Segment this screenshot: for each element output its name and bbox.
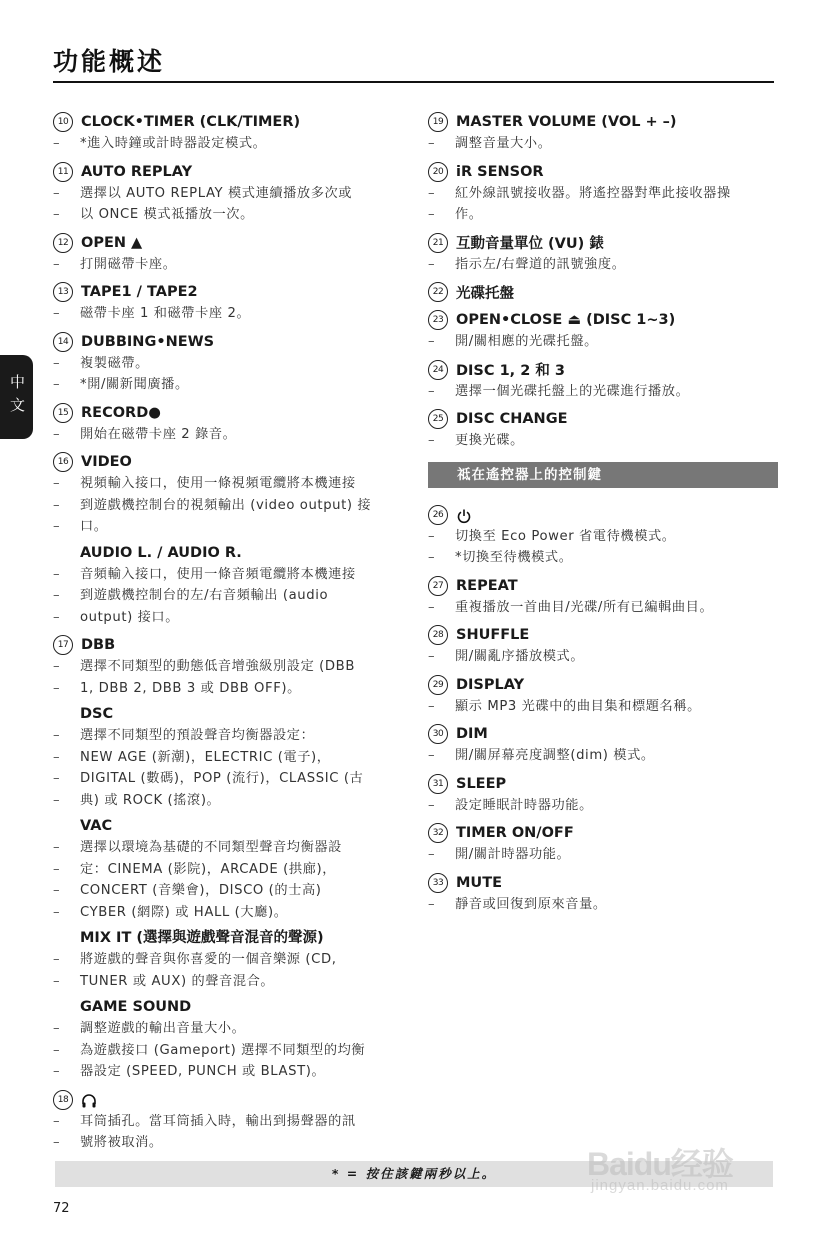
feature-heading xyxy=(53,451,403,473)
description-text: 定：CINEMA (影院)，ARCADE (拱廊)， xyxy=(80,861,336,877)
description-line xyxy=(428,133,778,155)
description-line xyxy=(428,547,778,569)
bullet-dash: – xyxy=(53,749,61,765)
description-line xyxy=(53,880,403,902)
description-line xyxy=(53,183,403,205)
feature-item xyxy=(428,575,778,619)
title-divider xyxy=(53,81,774,83)
item-number-badge: 25 xyxy=(428,409,448,429)
description-text: 口。 xyxy=(80,519,108,534)
description-text: 靜音或回復到原來音量。 xyxy=(455,896,607,912)
feature-item xyxy=(428,773,778,817)
description-text: 切換至 Eco Power 省電待機模式。 xyxy=(455,528,676,544)
item-number-badge: 22 xyxy=(428,282,448,302)
description-text: 紅外線訊號接收器。將遙控器對準此接收器操 xyxy=(455,185,731,201)
bullet-dash: – xyxy=(53,377,61,392)
feature-item xyxy=(428,674,778,718)
description-line xyxy=(428,526,778,548)
description-text: NEW AGE (新潮)，ELECTRIC (電子)， xyxy=(80,749,331,765)
description-text: 到遊戲機控制台的左/右音頻輸出 (audio xyxy=(80,588,329,603)
description-text: 調整音量大小。 xyxy=(455,136,552,151)
description-line xyxy=(53,473,403,495)
description-text: 1, DBB 2, DBB 3 或 DBB OFF)。 xyxy=(80,680,301,696)
feature-heading xyxy=(428,281,778,303)
bullet-dash: – xyxy=(53,904,61,920)
feature-title: 互動音量單位 (VU) 錶 xyxy=(456,236,604,252)
description-line xyxy=(428,745,778,767)
description-line xyxy=(53,353,403,375)
description-line xyxy=(53,133,403,155)
page-title: 功能概述 xyxy=(53,47,166,76)
description-text: output) 接口。 xyxy=(80,609,179,625)
feature-heading xyxy=(428,773,778,795)
description-text: *切換至待機模式。 xyxy=(455,550,573,565)
description-text: 典) 或 ROCK (搖滾)。 xyxy=(80,792,221,808)
bullet-dash: – xyxy=(53,680,61,696)
feature-title: REPEAT xyxy=(456,577,518,594)
description-line xyxy=(53,1018,403,1040)
feature-title: RECORD● xyxy=(81,404,161,421)
bullet-dash: – xyxy=(53,609,61,625)
feature-title: DBB xyxy=(81,637,116,653)
description-line xyxy=(53,859,403,881)
feature-title: iR SENSOR xyxy=(456,163,544,180)
feature-item xyxy=(428,723,778,767)
description-line xyxy=(428,381,778,403)
feature-subtitle: MIX IT (選擇與遊戲聲音混音的聲源) xyxy=(80,930,324,946)
feature-heading xyxy=(428,408,778,430)
description-text: 為遊戲接口 (Gameport) 選擇不同類型的均衡 xyxy=(80,1042,366,1058)
description-line xyxy=(53,949,403,971)
description-text: 開/關計時器功能。 xyxy=(455,847,571,862)
description-text: 作。 xyxy=(455,207,483,222)
headphones-icon xyxy=(81,1090,97,1109)
feature-heading xyxy=(428,822,778,844)
description-text: DIGITAL (數碼)，POP (流行)，CLASSIC (古 xyxy=(80,771,364,786)
description-line xyxy=(53,424,403,446)
description-line xyxy=(53,204,403,226)
bullet-dash: – xyxy=(428,185,436,201)
feature-heading xyxy=(428,723,778,745)
feature-heading xyxy=(428,624,778,646)
item-number-badge: 14 xyxy=(53,332,73,352)
feature-item xyxy=(428,504,778,569)
feature-subtitle: DSC xyxy=(80,706,114,722)
watermark-logo: Baidu经验 xyxy=(587,1146,733,1182)
description-text: 選擇以 AUTO REPLAY 模式連續播放多次或 xyxy=(80,185,353,201)
item-number-badge: 24 xyxy=(428,360,448,380)
item-number-badge: 19 xyxy=(428,112,448,132)
feature-item xyxy=(53,1089,403,1154)
item-number-badge: 11 xyxy=(53,162,73,182)
feature-title: DUBBING•NEWS xyxy=(81,333,215,350)
description-line xyxy=(53,585,403,607)
bullet-dash: – xyxy=(428,698,436,714)
feature-title: SHUFFLE xyxy=(456,627,530,643)
feature-title: MUTE xyxy=(456,874,502,891)
item-number-badge: 16 xyxy=(53,452,73,472)
right-column xyxy=(428,111,778,921)
description-text: CYBER (網際) 或 HALL (大廳)。 xyxy=(80,904,288,920)
description-text: 開始在磁帶卡座 2 錄音。 xyxy=(80,426,237,442)
feature-title: DISPLAY xyxy=(456,676,525,693)
bullet-dash: – xyxy=(428,136,436,151)
description-line xyxy=(53,516,403,538)
bullet-dash: – xyxy=(53,883,61,898)
feature-heading xyxy=(428,359,778,381)
feature-subtitle: VAC xyxy=(80,818,113,834)
description-line xyxy=(53,1111,403,1133)
bullet-dash: – xyxy=(53,1021,61,1036)
description-line xyxy=(53,837,403,859)
bullet-dash: – xyxy=(53,566,61,582)
description-line xyxy=(53,656,403,678)
feature-item xyxy=(428,281,778,303)
bullet-dash: – xyxy=(428,649,436,664)
item-number-badge: 10 xyxy=(53,112,73,132)
feature-heading xyxy=(53,331,403,353)
description-text: 設定睡眠計時器功能。 xyxy=(455,797,593,813)
description-text: 器設定 (SPEED, PUNCH 或 BLAST)。 xyxy=(80,1064,326,1079)
feature-item xyxy=(53,634,403,1083)
bullet-dash: – xyxy=(53,840,61,855)
footer-note: * = 按住該鍵兩秒以上。 xyxy=(55,1161,773,1187)
description-line xyxy=(53,971,403,993)
feature-heading xyxy=(428,111,778,133)
description-text: CONCERT (音樂會)，DISCO (的士高) xyxy=(80,883,322,898)
item-number-badge: 18 xyxy=(53,1090,73,1110)
feature-item xyxy=(428,872,778,916)
item-number-badge: 23 xyxy=(428,310,448,330)
feature-item xyxy=(53,111,403,155)
description-text: 音頻輸入接口，使用一條音頻電纜將本機連接 xyxy=(80,566,356,582)
language-tab: 中文 xyxy=(0,355,33,439)
feature-title: MASTER VOLUME (VOL + –) xyxy=(456,114,677,130)
feature-heading xyxy=(53,161,403,183)
feature-title: OPEN ▲ xyxy=(81,234,143,251)
description-text: 到遊戲機控制台的視頻輸出 (video output) 接 xyxy=(80,497,372,513)
bullet-dash: – xyxy=(53,1135,61,1150)
feature-item xyxy=(428,408,778,452)
description-line xyxy=(428,183,778,205)
description-line xyxy=(53,725,403,747)
page-number: 72 xyxy=(53,1201,70,1216)
feature-item xyxy=(428,624,778,668)
bullet-dash: – xyxy=(53,476,61,491)
feature-title: VIDEO xyxy=(81,454,132,470)
bullet-dash: – xyxy=(428,256,436,272)
feature-title: DISC CHANGE xyxy=(456,411,568,427)
description-line xyxy=(53,678,403,700)
item-number-badge: 20 xyxy=(428,162,448,182)
description-line xyxy=(428,331,778,353)
description-text: *開/關新聞廣播。 xyxy=(80,377,189,392)
feature-title: 光碟托盤 xyxy=(456,285,514,302)
bullet-dash: – xyxy=(53,973,61,989)
item-number-badge: 17 xyxy=(53,635,73,655)
feature-heading xyxy=(428,575,778,597)
left-column xyxy=(53,111,403,1160)
bullet-dash: – xyxy=(53,185,61,201)
bullet-dash: – xyxy=(53,1113,61,1129)
feature-title: SLEEP xyxy=(456,775,507,792)
bullet-dash: – xyxy=(53,952,61,967)
bullet-dash: – xyxy=(53,256,61,272)
bullet-dash: – xyxy=(428,599,436,615)
bullet-dash: – xyxy=(53,1042,61,1058)
description-line xyxy=(53,1132,403,1154)
feature-heading xyxy=(53,402,403,424)
description-text: 磁帶卡座 1 和磁帶卡座 2。 xyxy=(80,306,251,321)
bullet-dash: – xyxy=(53,497,61,513)
watermark xyxy=(585,1125,775,1205)
feature-heading xyxy=(428,872,778,894)
description-text: 更換光碟。 xyxy=(455,433,524,448)
feature-heading xyxy=(53,232,403,254)
item-number-badge: 27 xyxy=(428,576,448,596)
feature-item xyxy=(53,281,403,325)
description-text: 號將被取消。 xyxy=(80,1135,163,1150)
description-line xyxy=(53,607,403,629)
feature-heading xyxy=(428,232,778,254)
feature-item xyxy=(428,161,778,226)
feature-item xyxy=(53,331,403,396)
feature-title: OPEN•CLOSE ⏏ (DISC 1~3) xyxy=(456,312,676,328)
item-number-badge: 12 xyxy=(53,233,73,253)
description-line xyxy=(53,1061,403,1083)
item-number-badge: 26 xyxy=(428,505,448,525)
feature-heading xyxy=(53,634,403,656)
bullet-dash: – xyxy=(53,519,61,534)
feature-title: DISC 1, 2 和 3 xyxy=(456,363,565,379)
description-text: 顯示 MP3 光碟中的曲目集和標題名稱。 xyxy=(455,698,701,714)
bullet-dash: – xyxy=(53,355,61,371)
bullet-dash: – xyxy=(428,896,436,912)
item-number-badge: 33 xyxy=(428,873,448,893)
description-line xyxy=(428,795,778,817)
bullet-dash: – xyxy=(428,528,436,544)
description-line xyxy=(53,1040,403,1062)
feature-item xyxy=(428,359,778,403)
description-line xyxy=(428,597,778,619)
bullet-dash: – xyxy=(53,771,61,786)
description-line xyxy=(428,646,778,668)
description-text: 指示左/右聲道的訊號強度。 xyxy=(455,256,626,272)
feature-subtitle: GAME SOUND xyxy=(80,999,192,1015)
description-line xyxy=(428,894,778,916)
bullet-dash: – xyxy=(53,728,61,743)
description-text: 選擇一個光碟托盤上的光碟進行播放。 xyxy=(455,383,690,399)
feature-title: TAPE1 / TAPE2 xyxy=(81,284,198,300)
feature-item xyxy=(428,232,778,276)
feature-title: DIM xyxy=(456,726,488,742)
bullet-dash: – xyxy=(53,1064,61,1079)
bullet-dash: – xyxy=(428,847,436,862)
bullet-dash: – xyxy=(53,306,61,321)
description-text: 複製磁帶。 xyxy=(80,355,149,371)
description-line xyxy=(53,254,403,276)
description-text: 開/關亂序播放模式。 xyxy=(455,649,585,664)
feature-item xyxy=(53,402,403,446)
bullet-dash: – xyxy=(53,588,61,603)
description-line xyxy=(53,564,403,586)
bullet-dash: – xyxy=(53,659,61,674)
feature-title: AUTO REPLAY xyxy=(81,163,193,180)
description-text: TUNER 或 AUX) 的聲音混合。 xyxy=(80,973,275,989)
feature-subtitle: AUDIO L. / AUDIO R. xyxy=(80,544,242,561)
bullet-dash: – xyxy=(428,748,436,763)
feature-heading xyxy=(428,504,778,526)
feature-item xyxy=(53,161,403,226)
description-line xyxy=(428,254,778,276)
description-line xyxy=(53,374,403,396)
feature-heading xyxy=(428,674,778,696)
bullet-dash: – xyxy=(428,433,436,448)
description-line xyxy=(53,790,403,812)
bullet-dash: – xyxy=(53,136,61,151)
bullet-dash: – xyxy=(428,334,436,349)
remote-section-heading: 祗在遙控器上的控制鍵 xyxy=(428,462,778,488)
item-number-badge: 29 xyxy=(428,675,448,695)
description-line xyxy=(53,902,403,924)
bullet-dash: – xyxy=(428,550,436,565)
feature-item xyxy=(428,822,778,866)
item-number-badge: 30 xyxy=(428,724,448,744)
item-number-badge: 32 xyxy=(428,823,448,843)
feature-item xyxy=(428,111,778,155)
description-text: 選擇不同類型的預設聲音均衡器設定： xyxy=(80,728,315,743)
feature-heading xyxy=(428,309,778,331)
bullet-dash: – xyxy=(428,383,436,399)
description-line xyxy=(428,430,778,452)
description-text: 耳筒插孔。當耳筒插入時，輸出到揚聲器的訊 xyxy=(80,1113,356,1129)
feature-heading xyxy=(53,111,403,133)
feature-heading xyxy=(428,161,778,183)
description-line xyxy=(53,768,403,790)
bullet-dash: – xyxy=(428,207,436,222)
description-text: 重複播放一首曲目/光碟/所有已編輯曲目。 xyxy=(455,599,714,615)
bullet-dash: – xyxy=(428,797,436,813)
bullet-dash: – xyxy=(53,426,61,442)
bullet-dash: – xyxy=(53,207,61,222)
feature-title: TIMER ON/OFF xyxy=(456,825,574,841)
description-line xyxy=(428,844,778,866)
item-number-badge: 13 xyxy=(53,282,73,302)
feature-item xyxy=(428,309,778,353)
description-text: 選擇以環境為基礎的不同類型聲音均衡器設 xyxy=(80,840,342,855)
feature-item xyxy=(53,232,403,276)
description-text: *進入時鐘或計時器設定模式。 xyxy=(80,136,267,151)
item-number-badge: 15 xyxy=(53,403,73,423)
power-icon xyxy=(456,505,472,524)
description-line xyxy=(53,747,403,769)
feature-item xyxy=(53,451,403,628)
feature-heading xyxy=(53,1089,403,1111)
description-text: 調整遊戲的輸出音量大小。 xyxy=(80,1021,246,1036)
bullet-dash: – xyxy=(53,861,61,877)
feature-title: CLOCK•TIMER (CLK/TIMER) xyxy=(81,114,301,130)
description-line xyxy=(428,204,778,226)
item-number-badge: 28 xyxy=(428,625,448,645)
description-text: 以 ONCE 模式祗播放一次。 xyxy=(80,207,254,222)
description-line xyxy=(428,696,778,718)
watermark-url: jingyan.baidu.com xyxy=(591,1177,729,1194)
description-line xyxy=(53,495,403,517)
feature-heading xyxy=(53,281,403,303)
bullet-dash: – xyxy=(53,792,61,808)
description-text: 將遊戲的聲音與你喜愛的一個音樂源 (CD, xyxy=(80,952,337,967)
description-text: 打開磁帶卡座。 xyxy=(80,256,177,272)
description-line xyxy=(53,303,403,325)
description-text: 開/關相應的光碟托盤。 xyxy=(455,334,598,349)
description-text: 選擇不同類型的動態低音增強級別設定 (DBB xyxy=(80,659,355,674)
description-text: 開/關屏幕亮度調整(dim) 模式。 xyxy=(455,748,655,763)
description-text: 視頻輸入接口，使用一條視頻電纜將本機連接 xyxy=(80,476,356,491)
item-number-badge: 21 xyxy=(428,233,448,253)
item-number-badge: 31 xyxy=(428,774,448,794)
